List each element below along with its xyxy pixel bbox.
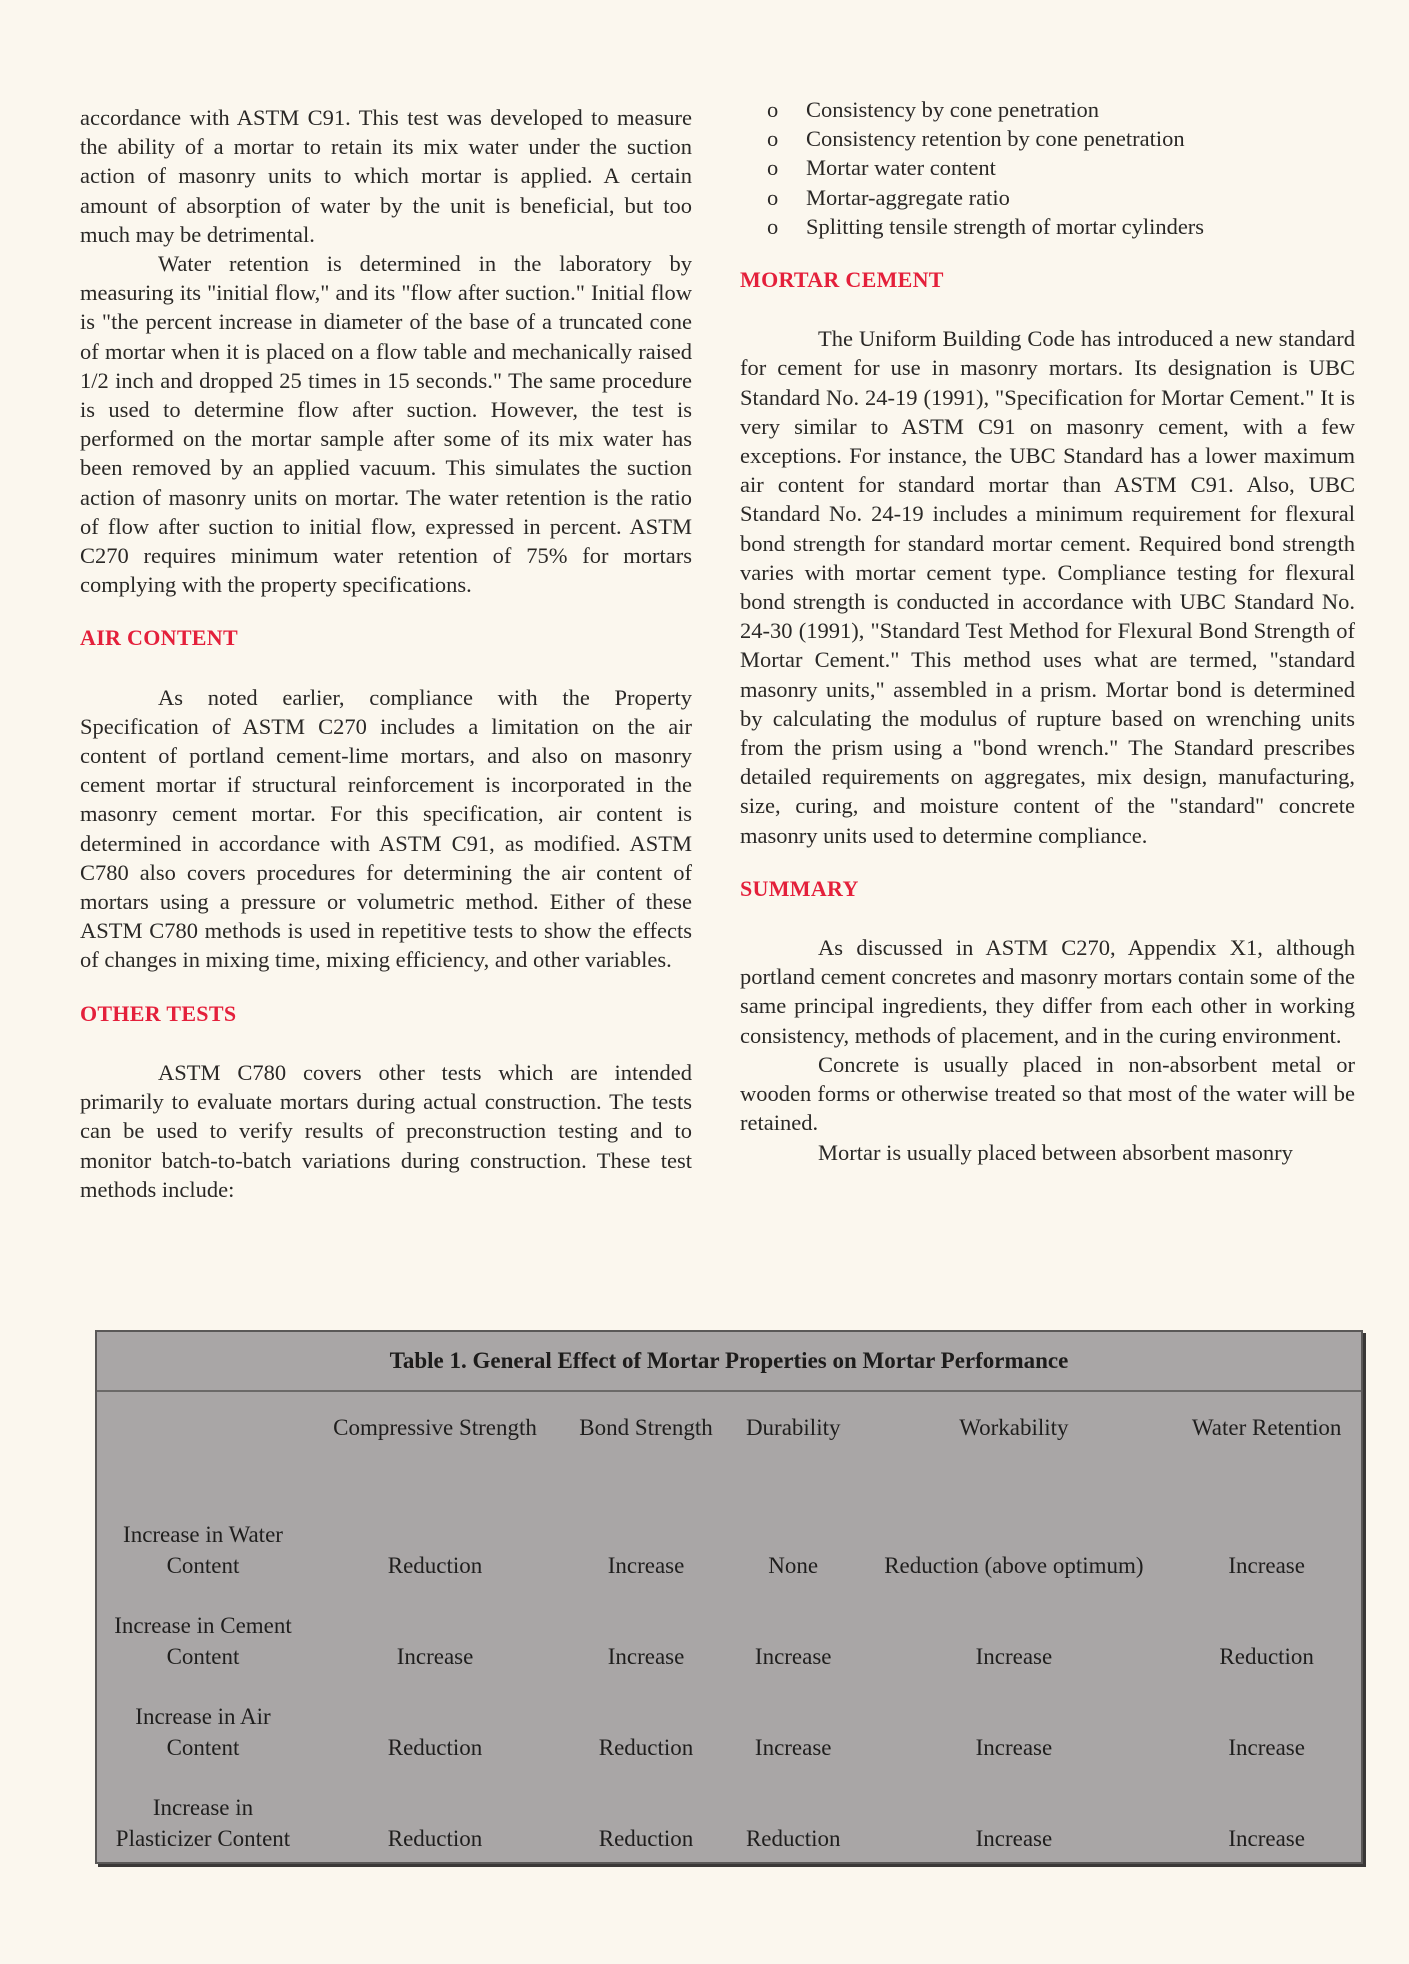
effects-table (97, 1392, 1361, 1854)
column-header-water-retention: Water Retention (1191, 1415, 1342, 1440)
table-cell: Increase (754, 1735, 832, 1760)
row-header: Increase in Water Content (123, 1522, 283, 1578)
table-cell: Reduction (598, 1735, 694, 1760)
bullet-marker: o (767, 184, 779, 210)
paragraph-summary: As discussed in ASTM C270, Appendix X1, although portland cement concretes and masonry mortars contain some of the same principal ingredients, they differ from each other in working consistency, methods of placement, and in the curing environment. (740, 935, 1355, 1048)
table-cell: Increase (607, 1553, 685, 1578)
paragraph-water-retention-intro: accordance with ASTM C91. This test was developed to measure the ability of a mortar to retain its mix water under the suction action of masonry units to which mortar is applied. A certain amount of absorption of water by the unit is beneficial, but too much may be detrimental. (80, 105, 692, 247)
table-row (97, 1672, 1361, 1763)
table-cell: Increase (975, 1735, 1053, 1760)
list-item (740, 212, 1355, 241)
table-cell: Reduction (387, 1553, 483, 1578)
row-header: Increase in Cement Content (114, 1613, 292, 1669)
table-cell: Reduction (745, 1826, 841, 1851)
table-row (97, 1763, 1361, 1854)
test-methods-list (740, 95, 1355, 241)
bullet-marker: o (767, 126, 779, 152)
list-item-text: Mortar water content (806, 155, 996, 181)
list-item (740, 183, 1355, 212)
column-header-blank (97, 1392, 309, 1490)
paragraph-mortar: Mortar is usually placed between absorbent masonry (818, 1139, 1293, 1165)
row-header: Increase in Air Content (135, 1704, 271, 1760)
list-item-text: Mortar-aggregate ratio (806, 184, 1010, 210)
table-cell: Reduction (1219, 1644, 1314, 1669)
column-header-compressive-strength: Compressive Strength (333, 1415, 537, 1440)
paragraph-air-content: As noted earlier, compliance with the Property Specification of ASTM C270 includes a limitation on the air content of portland cement-lime mortars, and also on masonry cement mortar if structural reinforcement is incorporated in the masonry cement mortar. For this specification, air content is determined in accordance with ASTM C91, as modified. ASTM C780 also covers procedures for determining the air content of mortars using a pressure or volumetric method. Either of these ASTM C780 methods is used in repetitive tests to show the effects of changes in mixing time, mixing efficiency, and other variables. (80, 684, 692, 973)
table-cell: Increase (754, 1644, 832, 1669)
list-item-text: Splitting tensile strength of mortar cylinders (806, 213, 1205, 239)
table-cell: Increase (1228, 1826, 1305, 1851)
table-cell: Increase (975, 1826, 1053, 1851)
table-cell: Increase (1228, 1735, 1305, 1760)
list-item-text: Consistency by cone penetration (806, 97, 1100, 122)
list-item (740, 95, 1355, 124)
paragraph-water-retention-method: Water retention is determined in the laboratory by measuring its "initial flow," and its "flow after suction." Initial flow is "the percent increase in diameter of the base of a truncated cone of mortar when it is placed on a flow table and mechanically raised 1/2 inch and dropped 25 times in 15 seconds." The same procedure is used to determine flow after suction. However, the test is performed on the mortar sample after some of its mix water has been removed by an applied vacuum. This simulates the suction action of masonry units on mortar. The water retention is the ratio of flow after suction to initial flow, expressed in percent. ASTM C270 requires minimum water retention of 75% for mortars complying with the property specifications. (80, 251, 692, 598)
column-header-durability: Durability (745, 1415, 841, 1440)
table-cell: Increase (1228, 1553, 1305, 1578)
list-item-text: Consistency retention by cone penetration (806, 126, 1185, 152)
table-cell: Increase (396, 1644, 474, 1669)
table-cell: Increase (607, 1644, 685, 1669)
table-cell: None (768, 1553, 819, 1578)
column-header-bond-strength: Bond Strength (579, 1415, 713, 1440)
heading-summary: SUMMARY (740, 875, 859, 901)
row-header: Increase in Plasticizer Content (115, 1795, 291, 1851)
table-header-row (97, 1392, 1361, 1490)
list-item (740, 124, 1355, 153)
table-cell: Reduction (387, 1735, 483, 1760)
table-cell: Reduction (598, 1826, 694, 1851)
table-row (97, 1490, 1361, 1581)
table-cell: Reduction (above optimum) (884, 1553, 1144, 1578)
heading-air-content: AIR CONTENT (80, 625, 238, 651)
column-header-workability: Workability (959, 1415, 1069, 1440)
bullet-marker: o (767, 155, 779, 181)
paragraph-mortar-cement: The Uniform Building Code has introduced a new standard for cement for use in masonry mortars. Its designation is UBC Standard No. 24-19 (1991), "Specification for Mortar Cement." It is very similar to ASTM C91 on masonry cement, with a few exceptions. For instance, the UBC Standard has a lower maximum air content for standard mortar than ASTM C91. Also, UBC Standard No. 24-19 includes a minimum requirement for flexural bond strength for standard mortar cement. Required bond strength varies with mortar cement type. Compliance testing for flexural bond strength is conducted in accordance with UBC Standard No. 24-30 (1991), "Standard Test Method for Flexural Bond Strength of Mortar Cement." This method uses what are termed, "standard masonry units," assembled in a prism. Mortar bond is determined by calculating the modulus of rupture based on wrenching units from the prism using a "bond wrench." The Standard prescribes detailed requirements on aggregates, mix design, manufacturing, size, curing, and moisture content of the "standard" concrete masonry units used to determine compliance. (740, 326, 1355, 848)
table-title: Table 1. General Effect of Mortar Properties on Mortar Performance (97, 1332, 1361, 1392)
left-column (80, 103, 692, 1204)
paragraph-concrete: Concrete is usually placed in non-absorbent metal or wooden forms or otherwise treated so that most of the water will be retained. (740, 1051, 1355, 1136)
paragraph-other-tests: ASTM C780 covers other tests which are intended primarily to evaluate mortars during actual construction. The tests can be used to verify results of preconstruction testing and to monitor batch-to-batch variations during construction. These test methods include: (80, 1059, 692, 1202)
table-row (97, 1581, 1361, 1672)
bullet-marker: o (767, 97, 779, 122)
mortar-properties-table (95, 1330, 1363, 1864)
table-cell: Increase (975, 1644, 1053, 1669)
heading-mortar-cement: MORTAR CEMENT (740, 267, 944, 293)
right-column (740, 95, 1355, 1167)
heading-other-tests: OTHER TESTS (80, 1000, 237, 1026)
table-cell: Reduction (387, 1826, 483, 1851)
list-item (740, 153, 1355, 182)
bullet-marker: o (767, 213, 779, 239)
